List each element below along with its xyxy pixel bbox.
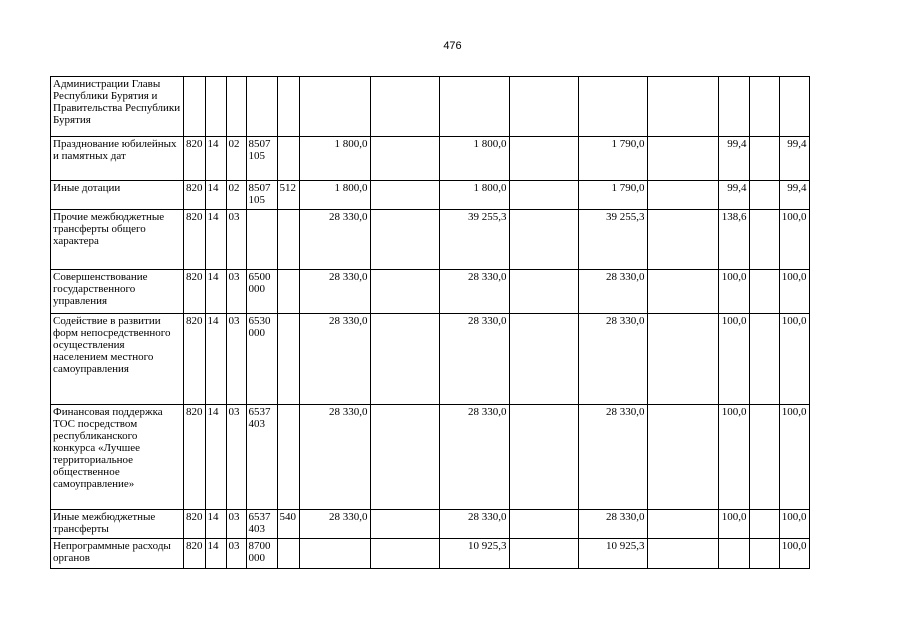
cell-s8 [749, 77, 779, 137]
cell-pr: 02 [226, 181, 246, 210]
cell-rz: 14 [205, 510, 226, 539]
cell-s4 [509, 405, 578, 510]
cell-s2 [370, 77, 439, 137]
cell-pr: 03 [226, 510, 246, 539]
cell-s9: 100,0 [779, 314, 809, 405]
cell-s7 [718, 77, 749, 137]
cell-vr [277, 137, 299, 181]
cell-s9: 100,0 [779, 510, 809, 539]
cell-grbs: 820 [184, 314, 206, 405]
cell-name: Прочие межбюджетные трансферты общего характера [51, 210, 184, 270]
table-row [51, 137, 810, 181]
cell-s7 [718, 539, 749, 569]
cell-rz [205, 77, 226, 137]
cell-s3 [439, 77, 509, 137]
cell-s2 [370, 405, 439, 510]
cell-s6 [647, 137, 718, 181]
cell-s6 [647, 181, 718, 210]
cell-s1: 28 330,0 [299, 510, 370, 539]
cell-s6 [647, 77, 718, 137]
cell-vr [277, 314, 299, 405]
cell-s3: 10 925,3 [439, 539, 509, 569]
cell-name: Совершенствование государственного управления [51, 270, 184, 314]
cell-s1: 28 330,0 [299, 270, 370, 314]
cell-csr: 8507 105 [246, 181, 277, 210]
cell-name: Содействие в развитии форм непосредственного осуществления населением местного самоуправления [51, 314, 184, 405]
cell-csr: 6530 000 [246, 314, 277, 405]
cell-csr: 6537 403 [246, 405, 277, 510]
cell-grbs: 820 [184, 210, 206, 270]
cell-s8 [749, 210, 779, 270]
cell-s5: 39 255,3 [578, 210, 647, 270]
cell-s3: 1 800,0 [439, 137, 509, 181]
cell-pr: 02 [226, 137, 246, 181]
cell-grbs [184, 77, 206, 137]
cell-s8 [749, 137, 779, 181]
cell-name: Иные межбюджетные трансферты [51, 510, 184, 539]
cell-pr [226, 77, 246, 137]
cell-s9: 99,4 [779, 181, 809, 210]
cell-s4 [509, 210, 578, 270]
cell-s1: 28 330,0 [299, 314, 370, 405]
table-row [51, 181, 810, 210]
cell-s4 [509, 181, 578, 210]
table-row [51, 405, 810, 510]
cell-rz: 14 [205, 539, 226, 569]
cell-s3: 28 330,0 [439, 270, 509, 314]
cell-name: Иные дотации [51, 181, 184, 210]
cell-s7: 100,0 [718, 405, 749, 510]
cell-s2 [370, 270, 439, 314]
cell-s3: 28 330,0 [439, 405, 509, 510]
table-body [51, 77, 810, 569]
cell-rz: 14 [205, 210, 226, 270]
table-row [51, 314, 810, 405]
cell-pr: 03 [226, 210, 246, 270]
cell-s4 [509, 510, 578, 539]
cell-s4 [509, 539, 578, 569]
cell-s9: 100,0 [779, 270, 809, 314]
cell-s5 [578, 77, 647, 137]
cell-s2 [370, 137, 439, 181]
cell-s4 [509, 137, 578, 181]
cell-s9: 100,0 [779, 405, 809, 510]
cell-csr: 8700 000 [246, 539, 277, 569]
cell-csr: 8507 105 [246, 137, 277, 181]
cell-s5: 28 330,0 [578, 314, 647, 405]
cell-s8 [749, 405, 779, 510]
cell-s5: 28 330,0 [578, 510, 647, 539]
cell-s6 [647, 270, 718, 314]
cell-csr: 6537 403 [246, 510, 277, 539]
cell-s5: 1 790,0 [578, 181, 647, 210]
budget-table [50, 76, 810, 569]
cell-name: Непрограммные расходы органов [51, 539, 184, 569]
cell-vr [277, 210, 299, 270]
cell-grbs: 820 [184, 539, 206, 569]
table-row [51, 270, 810, 314]
cell-s1: 1 800,0 [299, 181, 370, 210]
cell-s9 [779, 77, 809, 137]
cell-s6 [647, 210, 718, 270]
table-row [51, 539, 810, 569]
cell-rz: 14 [205, 405, 226, 510]
cell-s4 [509, 270, 578, 314]
cell-s8 [749, 539, 779, 569]
cell-s3: 28 330,0 [439, 314, 509, 405]
cell-name: Финансовая поддержка ТОС посредством республиканского конкурса «Лучшее территориальное общественное самоуправление» [51, 405, 184, 510]
cell-s8 [749, 314, 779, 405]
cell-grbs: 820 [184, 510, 206, 539]
cell-rz: 14 [205, 270, 226, 314]
cell-s6 [647, 539, 718, 569]
cell-pr: 03 [226, 405, 246, 510]
cell-s3: 39 255,3 [439, 210, 509, 270]
cell-vr [277, 539, 299, 569]
cell-s3: 1 800,0 [439, 181, 509, 210]
cell-name: Празднование юбилейных и памятных дат [51, 137, 184, 181]
cell-pr: 03 [226, 314, 246, 405]
cell-s5: 28 330,0 [578, 405, 647, 510]
table-row [51, 210, 810, 270]
cell-s8 [749, 181, 779, 210]
cell-csr: 6500 000 [246, 270, 277, 314]
cell-s2 [370, 539, 439, 569]
cell-s1 [299, 539, 370, 569]
cell-s2 [370, 510, 439, 539]
cell-s8 [749, 270, 779, 314]
cell-s7: 100,0 [718, 510, 749, 539]
cell-s2 [370, 210, 439, 270]
cell-s5: 1 790,0 [578, 137, 647, 181]
cell-s6 [647, 405, 718, 510]
cell-s2 [370, 181, 439, 210]
cell-grbs: 820 [184, 137, 206, 181]
cell-s1 [299, 77, 370, 137]
cell-s7: 99,4 [718, 137, 749, 181]
cell-s6 [647, 510, 718, 539]
cell-rz: 14 [205, 181, 226, 210]
cell-csr [246, 210, 277, 270]
cell-s1: 28 330,0 [299, 405, 370, 510]
cell-s6 [647, 314, 718, 405]
cell-csr [246, 77, 277, 137]
cell-pr: 03 [226, 270, 246, 314]
cell-vr [277, 270, 299, 314]
cell-s7: 100,0 [718, 314, 749, 405]
cell-s9: 100,0 [779, 210, 809, 270]
cell-s1: 1 800,0 [299, 137, 370, 181]
cell-s7: 99,4 [718, 181, 749, 210]
cell-s1: 28 330,0 [299, 210, 370, 270]
cell-s4 [509, 77, 578, 137]
cell-grbs: 820 [184, 270, 206, 314]
cell-s2 [370, 314, 439, 405]
table-row [51, 77, 810, 137]
cell-s7: 138,6 [718, 210, 749, 270]
table-row [51, 510, 810, 539]
cell-s9: 100,0 [779, 539, 809, 569]
cell-s5: 10 925,3 [578, 539, 647, 569]
cell-rz: 14 [205, 137, 226, 181]
cell-vr: 540 [277, 510, 299, 539]
cell-s5: 28 330,0 [578, 270, 647, 314]
cell-name: Администрации Главы Республики Бурятия и Правительства Республики Бурятия [51, 77, 184, 137]
cell-s3: 28 330,0 [439, 510, 509, 539]
page-number: 476 [443, 40, 462, 52]
cell-vr [277, 77, 299, 137]
cell-s4 [509, 314, 578, 405]
cell-pr: 03 [226, 539, 246, 569]
cell-rz: 14 [205, 314, 226, 405]
cell-vr: 512 [277, 181, 299, 210]
cell-s8 [749, 510, 779, 539]
cell-s7: 100,0 [718, 270, 749, 314]
cell-grbs: 820 [184, 181, 206, 210]
cell-vr [277, 405, 299, 510]
cell-grbs: 820 [184, 405, 206, 510]
cell-s9: 99,4 [779, 137, 809, 181]
